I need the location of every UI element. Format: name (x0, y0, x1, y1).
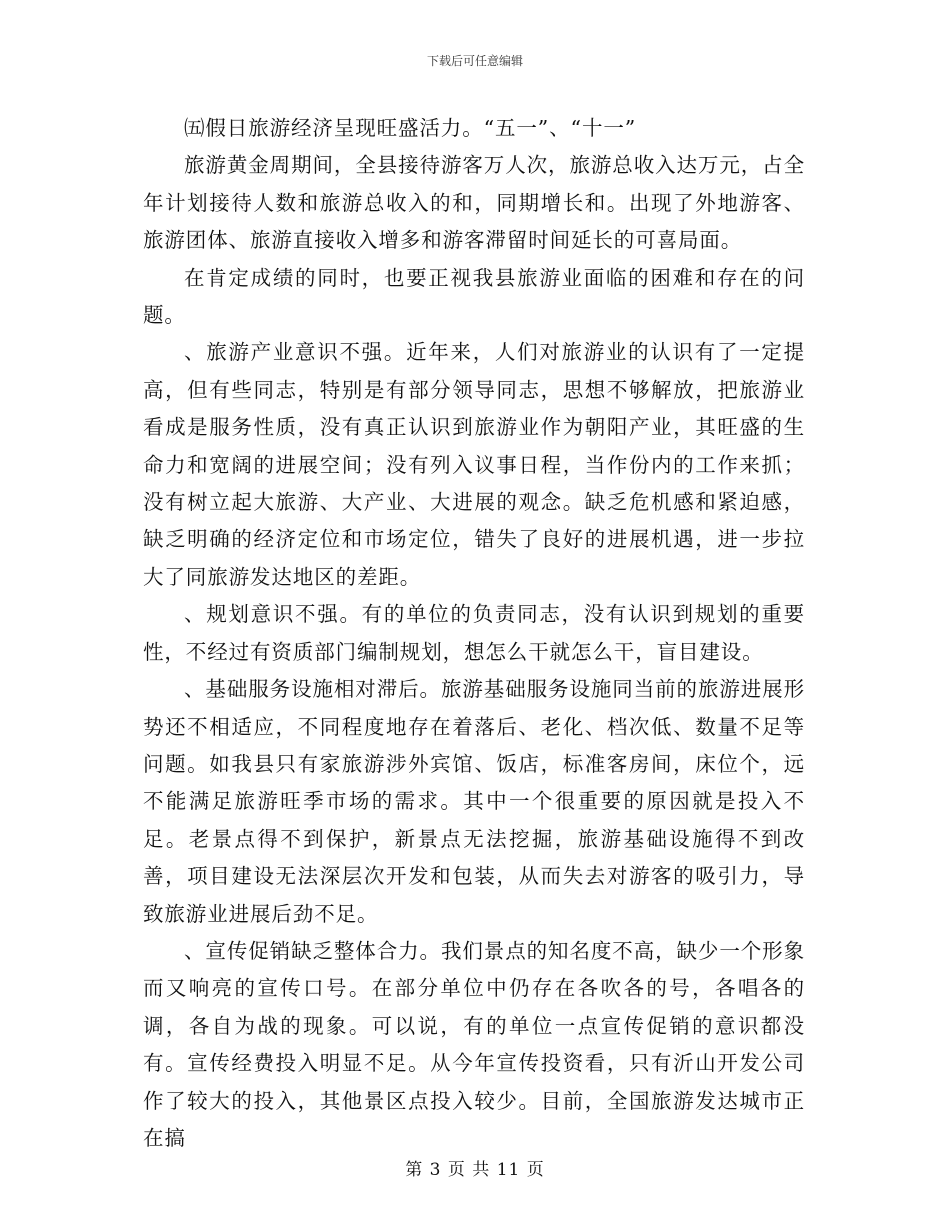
paragraph-golden-week: 旅游黄金周期间，全县接待游客万人次，旅游总收入达万元，占全年计划接待人数和旅游总收入的和，同期增长和。出现了外地游客、旅游团体、旅游直接收入增多和游客滞留时间延长的可喜局面。 (143, 153, 805, 253)
document-body (143, 110, 805, 1157)
page-number-footer: 第 3 页 共 11 页 (405, 1160, 545, 1180)
paragraph-industry-awareness: 、旅游产业意识不强。近年来，人们对旅游业的认识有了一定提高，但有些同志，特别是有部分领导同志，思想不够解放，把旅游业看成是服务性质，没有真正认识到旅游业作为朝阳产业，其旺盛的生命力和宽阔的进展空间；没有列入议事日程，当作份内的工作来抓；没有树立起大旅游、大产业、大进展的观念。缺乏危机感和紧迫感，缺乏明确的经济定位和市场定位，错失了良好的进展机遇，进一步拉大了同旅游发达地区的差距。 (143, 340, 805, 589)
paragraph-infrastructure: 、基础服务设施相对滞后。旅游基础服务设施同当前的旅游进展形势还不相适应，不同程度地存在着落后、老化、档次低、数量不足等问题。如我县只有家旅游涉外宾馆、饭店，标准客房间，床位个，远不能满足旅游旺季市场的需求。其中一个很重要的原因就是投入不足。老景点得不到保护，新景点无法挖掘，旅游基础设施得不到改善，项目建设无法深层次开发和包装，从而失去对游客的吸引力，导致旅游业进展后劲不足。 (143, 677, 805, 926)
paragraph-problems-intro: 在肯定成绩的同时，也要正视我县旅游业面临的困难和存在的问题。 (143, 265, 805, 328)
page-header: 下载后可任意编辑 (426, 54, 523, 68)
paragraph-planning-awareness: 、规划意识不强。有的单位的负责同志，没有认识到规划的重要性，不经过有资质部门编制规划，想怎么干就怎么干，盲目建设。 (143, 602, 805, 664)
paragraph-holiday-tourism: ㈤假日旅游经济呈现旺盛活力。“五一”、“十一” (184, 116, 637, 140)
paragraph-promotion: 、宣传促销缺乏整体合力。我们景点的知名度不高，缺少一个形象而又响亮的宣传口号。在部分单位中仍存在各吹各的号，各唱各的调，各自为战的现象。可以说，有的单位一点宣传促销的意识都没有。宣传经费投入明显不足。从今年宣传投资看，只有沂山开发公司作了较大的投入，其他景区点投入较少。目前，全国旅游发达城市正在搞 (143, 938, 805, 1150)
